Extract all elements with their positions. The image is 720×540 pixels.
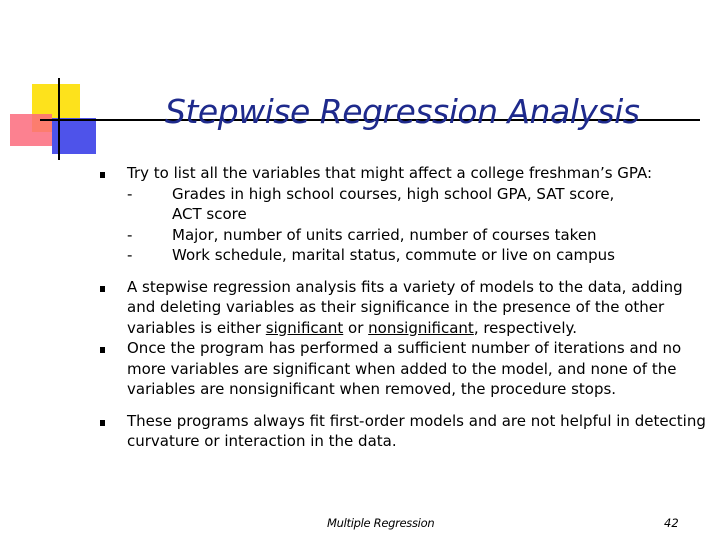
bullet-square-icon xyxy=(100,172,105,178)
underlined-word-nonsignificant: nonsignificant xyxy=(368,318,474,337)
bullet-text: Try to list all the variables that might affect a college freshman’s GPA: xyxy=(127,164,653,182)
decorative-logo xyxy=(0,0,110,170)
bullet-text-part: , respectively. xyxy=(473,318,578,337)
bullet-square-icon xyxy=(100,286,105,292)
sub-item xyxy=(127,225,708,246)
sub-text: Work schedule, marital status, commute or live on campus xyxy=(172,246,615,264)
bullet-square-icon xyxy=(100,347,105,353)
bullet-text: These programs always fit first-order models and are not helpful in detecting curvature or interaction in the data. xyxy=(127,411,706,450)
bullet-square-icon xyxy=(100,420,105,426)
bullet-text: Once the program has performed a sufficient number of iterations and no more variables are significant when added to the model, and none of the variables are nonsignificant when removed, the procedure stops. xyxy=(127,339,682,398)
sub-text-continued: ACT score xyxy=(172,205,247,223)
bullet-text-part: or xyxy=(343,318,369,337)
footer-title: Multiple Regression xyxy=(327,516,435,530)
sub-dash: - xyxy=(127,246,133,264)
sub-item xyxy=(127,184,708,225)
sub-dash: - xyxy=(127,184,133,203)
slide-content xyxy=(108,163,708,452)
slide-title: Stepwise Regression Analysis xyxy=(165,92,640,131)
sub-text: Grades in high school courses, high school GPA, SAT score, xyxy=(172,184,615,203)
bullet-text-part: A stepwise regression analysis fits a variety of models to the data, adding and deleting variables as their significance in the presence of the other variables is either xyxy=(127,277,683,337)
sub-item xyxy=(127,245,708,266)
bullet-item xyxy=(108,163,708,266)
sub-dash: - xyxy=(127,225,133,244)
underlined-word-significant: significant xyxy=(265,318,344,337)
page-number: 42 xyxy=(664,516,679,530)
bullet-item xyxy=(108,411,708,452)
bullet-item xyxy=(108,338,708,400)
bullet-item xyxy=(108,277,708,339)
bullet-text xyxy=(127,277,708,339)
sub-text: Major, number of units carried, number of courses taken xyxy=(172,225,597,244)
